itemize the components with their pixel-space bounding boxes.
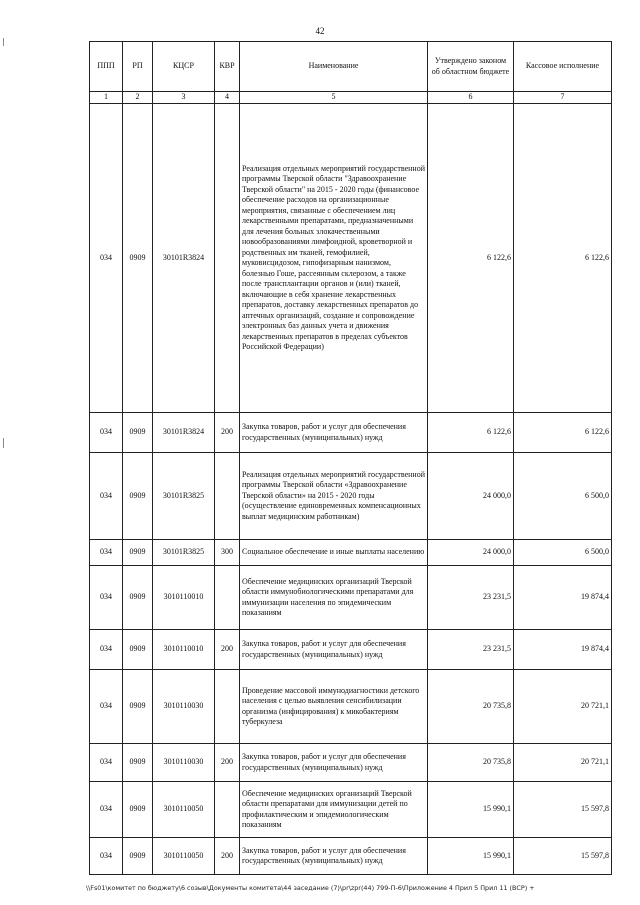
kcsr-cell: 30101R3825 <box>153 540 215 566</box>
rp-cell: 0909 <box>123 453 153 540</box>
ppp-cell: 034 <box>90 566 123 630</box>
name-cell: Закупка товаров, работ и услуг для обеспечения государственных (муниципальных) нужд <box>240 838 428 875</box>
scan-edge-mark <box>3 38 4 46</box>
table-row <box>90 838 612 875</box>
table-row <box>90 782 612 838</box>
executed-cell: 20 721,1 <box>514 670 612 744</box>
kvr-cell <box>215 670 240 744</box>
approved-cell: 6 122,6 <box>428 104 514 413</box>
name-cell: Обеспечение медицинских организаций Тверской области препаратами для иммунизации детей по профилактическим и эпидемиологическим показаниям <box>240 782 428 838</box>
scan-edge-mark <box>3 438 4 448</box>
file-path-footer: \\Fs01\комитет по бюджету\6 созыв\Документы комитета\44 заседание (7)\pr\zpr(44) 799-П-6\Приложение 4 Прил 5 Прил 11 (ВСР) + <box>86 884 535 892</box>
column-number: 6 <box>428 92 514 104</box>
column-header: Наименование <box>240 42 428 92</box>
column-header: КЦСР <box>153 42 215 92</box>
executed-cell: 6 122,6 <box>514 104 612 413</box>
name-cell: Закупка товаров, работ и услуг для обеспечения государственных (муниципальных) нужд <box>240 630 428 670</box>
ppp-cell: 034 <box>90 782 123 838</box>
rp-cell: 0909 <box>123 540 153 566</box>
ppp-cell: 034 <box>90 630 123 670</box>
rp-cell: 0909 <box>123 413 153 453</box>
executed-cell: 6 500,0 <box>514 540 612 566</box>
approved-cell: 24 000,0 <box>428 540 514 566</box>
kvr-cell: 200 <box>215 413 240 453</box>
table-row <box>90 413 612 453</box>
executed-cell: 20 721,1 <box>514 744 612 782</box>
rp-cell: 0909 <box>123 630 153 670</box>
table-row <box>90 104 612 413</box>
name-cell: Реализация отдельных мероприятий государственной программы Тверской области "Здравоохранение Тверской области" на 2015 - 2020 годы (финансовое обеспечение расходов на организационные мероприятия, связанные с обеспечением лиц лекарственными препаратами, предназначенными для лечения больных злокачественными новообразованиями лимфоидной, кроветворной и родственных им тканей, гемофилией, муковисцидозом, гипофизарным нанизмом, болезнью Гоше, рассеянным склерозом, а также после трансплантации органов и (или) тканей, включающие в себя хранение лекарственных препаратов, доставку лекарственных препаратов до аптечных организаций, создание и сопровождение электронных баз данных учета и движения лекарственных препаратов в пределах субъектов Российской Федерации) <box>240 104 428 413</box>
table-row <box>90 670 612 744</box>
kcsr-cell: 30101R3825 <box>153 453 215 540</box>
rp-cell: 0909 <box>123 104 153 413</box>
table-row <box>90 566 612 630</box>
column-header: РП <box>123 42 153 92</box>
name-cell: Закупка товаров, работ и услуг для обеспечения государственных (муниципальных) нужд <box>240 413 428 453</box>
column-header: ППП <box>90 42 123 92</box>
approved-cell: 24 000,0 <box>428 453 514 540</box>
table-row <box>90 744 612 782</box>
kcsr-cell: 3010110010 <box>153 566 215 630</box>
ppp-cell: 034 <box>90 670 123 744</box>
kvr-cell <box>215 104 240 413</box>
kcsr-cell: 3010110050 <box>153 838 215 875</box>
ppp-cell: 034 <box>90 838 123 875</box>
kcsr-cell: 30101R3824 <box>153 413 215 453</box>
approved-cell: 23 231,5 <box>428 630 514 670</box>
approved-cell: 20 735,8 <box>428 670 514 744</box>
table-row <box>90 453 612 540</box>
column-number: 3 <box>153 92 215 104</box>
approved-cell: 20 735,8 <box>428 744 514 782</box>
column-number: 7 <box>514 92 612 104</box>
column-number: 2 <box>123 92 153 104</box>
header-row <box>90 42 612 92</box>
approved-cell: 15 990,1 <box>428 838 514 875</box>
executed-cell: 6 500,0 <box>514 453 612 540</box>
column-number: 1 <box>90 92 123 104</box>
approved-cell: 15 990,1 <box>428 782 514 838</box>
column-header: КВР <box>215 42 240 92</box>
kcsr-cell: 3010110030 <box>153 670 215 744</box>
rp-cell: 0909 <box>123 566 153 630</box>
kcsr-cell: 3010110010 <box>153 630 215 670</box>
name-cell: Проведение массовой иммунодиагностики детского населения с целью выявления сенсибилизации организма (инфицирования) к микобактериям туберкулеза <box>240 670 428 744</box>
executed-cell: 19 874,4 <box>514 630 612 670</box>
ppp-cell: 034 <box>90 540 123 566</box>
executed-cell: 6 122,6 <box>514 413 612 453</box>
name-cell: Закупка товаров, работ и услуг для обеспечения государственных (муниципальных) нужд <box>240 744 428 782</box>
kvr-cell <box>215 566 240 630</box>
rp-cell: 0909 <box>123 782 153 838</box>
kcsr-cell: 30101R3824 <box>153 104 215 413</box>
kvr-cell: 200 <box>215 630 240 670</box>
table-row <box>90 630 612 670</box>
approved-cell: 6 122,6 <box>428 413 514 453</box>
rp-cell: 0909 <box>123 838 153 875</box>
kvr-cell: 300 <box>215 540 240 566</box>
name-cell: Реализация отдельных мероприятий государственной программы Тверской области «Здравоохранение Тверской области» на 2015 - 2020 годы (осуществление единовременных компенсационных выплат медицинским работникам) <box>240 453 428 540</box>
column-header: Утверждено законом об областном бюджете <box>428 42 514 92</box>
column-number: 5 <box>240 92 428 104</box>
column-number: 4 <box>215 92 240 104</box>
ppp-cell: 034 <box>90 744 123 782</box>
executed-cell: 15 597,8 <box>514 782 612 838</box>
ppp-cell: 034 <box>90 104 123 413</box>
kvr-cell <box>215 453 240 540</box>
column-header: Кассовое исполнение <box>514 42 612 92</box>
approved-cell: 23 231,5 <box>428 566 514 630</box>
ppp-cell: 034 <box>90 413 123 453</box>
column-number-row <box>90 92 612 104</box>
kcsr-cell: 3010110050 <box>153 782 215 838</box>
kvr-cell: 200 <box>215 744 240 782</box>
page-number: 42 <box>315 26 325 36</box>
ppp-cell: 034 <box>90 453 123 540</box>
executed-cell: 15 597,8 <box>514 838 612 875</box>
kvr-cell: 200 <box>215 838 240 875</box>
kcsr-cell: 3010110030 <box>153 744 215 782</box>
rp-cell: 0909 <box>123 744 153 782</box>
executed-cell: 19 874,4 <box>514 566 612 630</box>
rp-cell: 0909 <box>123 670 153 744</box>
kvr-cell <box>215 782 240 838</box>
name-cell: Обеспечение медицинских организаций Тверской области иммунобиологическими препаратами для иммунизации населения по эпидемическим показаниям <box>240 566 428 630</box>
budget-table <box>89 41 612 875</box>
table-row <box>90 540 612 566</box>
name-cell: Социальное обеспечение и иные выплаты населению <box>240 540 428 566</box>
